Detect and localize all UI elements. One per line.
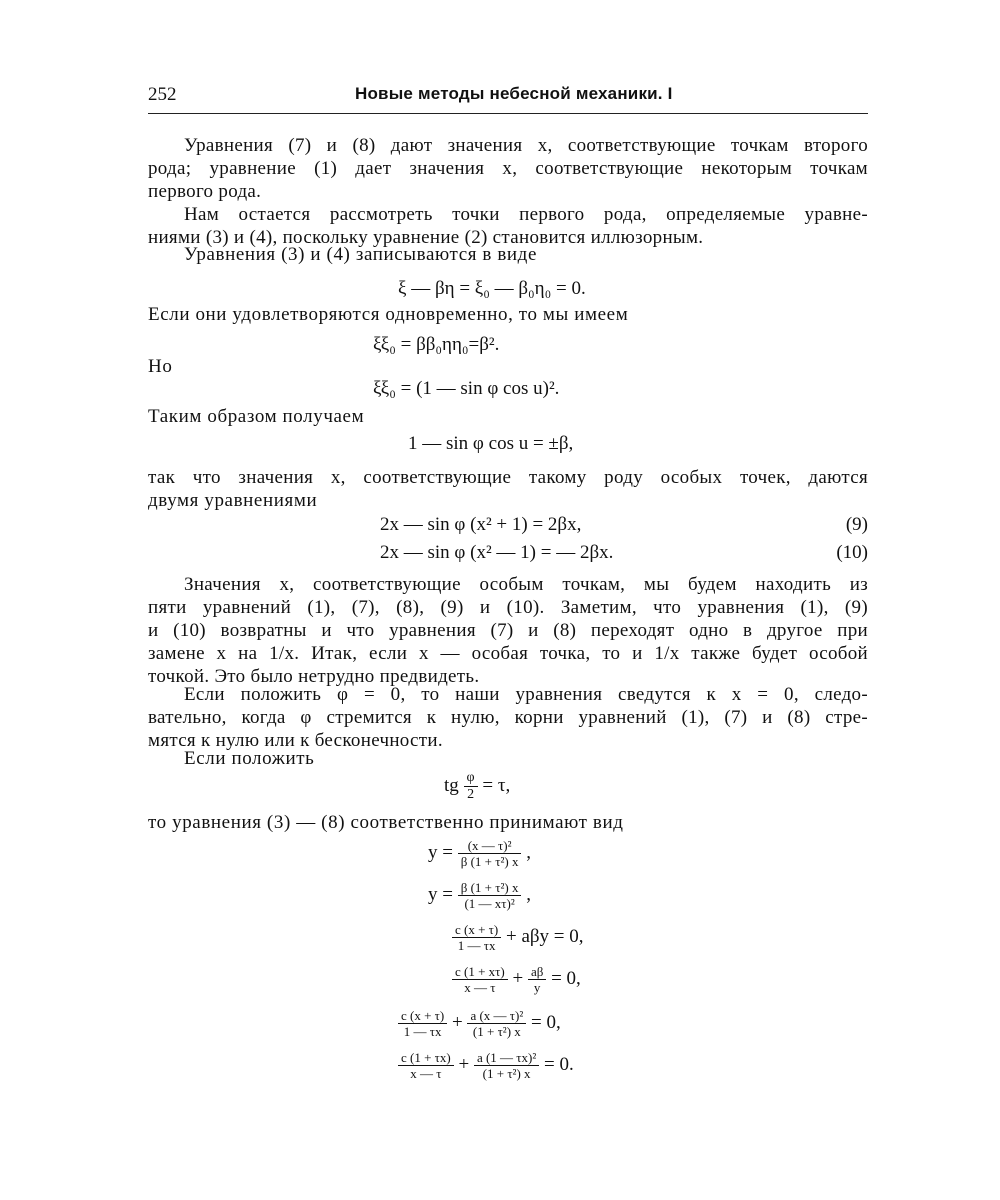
fraction [474, 1050, 539, 1081]
fraction-denominator: (1 + τ²) x [472, 1024, 521, 1039]
fraction-denominator: (1 + τ²) x [482, 1066, 531, 1081]
page-number: 252 [148, 84, 177, 105]
fraction [398, 1008, 447, 1039]
equation-sin-cos: ξξ₀ = (1 — sin φ cos u)². [373, 378, 560, 399]
fraction-numerator: c (1 + τx) [398, 1050, 454, 1066]
formula-4 [452, 964, 581, 995]
equation-xi-product: ξξ₀ = ββ₀ηη₀=β². [373, 334, 500, 355]
text-line: Уравнения (7) и (8) дают значения x, соответствующие точкам второго [184, 135, 868, 156]
fraction-numerator: a (1 — τx)² [474, 1050, 539, 1066]
text-line: Таким образом получаем [148, 406, 365, 427]
fraction-denominator: x — τ [410, 1066, 442, 1081]
equation-10: 2x — sin φ (x² — 1) = — 2βx. [380, 542, 614, 563]
equation-xi-beta: ξ — βη = ξ₀ — β₀η₀ = 0. [398, 278, 586, 299]
text-line: Если они удовлетворяются одновременно, то мы имеем [148, 304, 629, 325]
fraction [458, 880, 522, 911]
formula-rest: = 0, [551, 967, 581, 989]
text-line: пяти уравнений (1), (7), (8), (9) и (10). Заметим, что уравнения (1), (9) [148, 597, 868, 618]
fraction-numerator: aβ [528, 964, 546, 980]
formula-rest: + aβy = 0, [505, 925, 584, 947]
formula-1 [428, 838, 531, 869]
text-line: мятся к нулю или к бесконечности. [148, 730, 443, 751]
text-line: Если положить φ = 0, то наши уравнения сведутся к x = 0, следо- [184, 684, 868, 705]
fraction-denominator: 2 [467, 787, 475, 802]
text-line: вательно, когда φ стремится к нулю, корни уравнений (1), (7) и (8) стре- [148, 707, 868, 728]
formula-lhs: y = [428, 841, 453, 863]
fraction-denominator: 1 — τx [403, 1024, 442, 1039]
text-line: точкой. Это было нетрудно предвидеть. [148, 666, 480, 687]
text-line: рода; уравнение (1) дает значения x, соответствующие некоторым точкам [148, 158, 868, 179]
formula-rest: = 0, [531, 1011, 561, 1033]
text-line: Если положить [184, 748, 315, 769]
formula-end: , [521, 883, 531, 905]
fraction-numerator: β (1 + τ²) x [458, 880, 522, 896]
text-line: Но [148, 356, 173, 377]
fraction-numerator: (x — τ)² [458, 838, 522, 854]
fraction-numerator: c (x + τ) [452, 922, 501, 938]
fraction-denominator: 1 — τx [457, 938, 496, 953]
fraction-denominator: (1 — xτ)² [464, 896, 515, 911]
running-header [148, 84, 868, 108]
fraction-denominator: y [533, 980, 541, 995]
formula-2 [428, 880, 531, 911]
text-line: Уравнения (3) и (4) записываются в виде [184, 244, 537, 265]
text-line: то уравнения (3) — (8) соответственно принимают вид [148, 812, 624, 833]
fraction-numerator: φ [464, 770, 478, 787]
equation-number-10: (10) [836, 542, 868, 563]
header-rule [148, 113, 868, 114]
fraction-numerator: c (x + τ) [398, 1008, 447, 1024]
running-title: Новые методы небесной механики. I [355, 84, 673, 103]
formula-3 [452, 922, 584, 953]
text-line: двумя уравнениями [148, 490, 318, 511]
formula-6 [398, 1050, 574, 1081]
tg-label: tg [444, 774, 459, 796]
fraction [528, 964, 546, 995]
text-line: первого рода. [148, 181, 262, 202]
fraction [452, 922, 501, 953]
formula-lhs: y = [428, 883, 453, 905]
formula-rest: = 0. [544, 1053, 574, 1075]
fraction-numerator: c (1 + xτ) [452, 964, 508, 980]
fraction-numerator: a (x — τ)² [467, 1008, 526, 1024]
plus-sign: + [458, 1053, 470, 1075]
formula-5 [398, 1008, 561, 1039]
text-line: так что значения x, соответствующие такому роду особых точек, даются [148, 467, 868, 488]
tg-rhs: = τ, [482, 774, 511, 796]
equation-9: 2x — sin φ (x² + 1) = 2βx, [380, 514, 582, 535]
text-line: Нам остается рассмотреть точки первого рода, определяемые уравне- [184, 204, 868, 225]
fraction-denominator: x — τ [464, 980, 496, 995]
text-line: ниями (3) и (4), поскольку уравнение (2) становится иллюзорным. [148, 227, 704, 248]
text-line: замене x на 1/x. Итак, если x — особая точка, то и 1/x также будет особой [148, 643, 868, 664]
text-line: и (10) возвратны и что уравнения (7) и (8) переходят одно в другое при [148, 620, 868, 641]
plus-sign: + [512, 967, 524, 989]
fraction [467, 1008, 526, 1039]
fraction [398, 1050, 454, 1081]
fraction [458, 838, 522, 869]
plus-sign: + [451, 1011, 463, 1033]
fraction [452, 964, 508, 995]
fraction-phi-over-2 [464, 770, 478, 803]
text-line: Значения x, соответствующие особым точкам, мы будем находить из [184, 574, 868, 595]
equation-plus-minus-beta: 1 — sin φ cos u = ±β, [408, 433, 574, 454]
formula-end: , [521, 841, 531, 863]
equation-tangent [444, 770, 510, 803]
equation-number-9: (9) [845, 514, 868, 535]
fraction-denominator: β (1 + τ²) x [460, 854, 519, 869]
